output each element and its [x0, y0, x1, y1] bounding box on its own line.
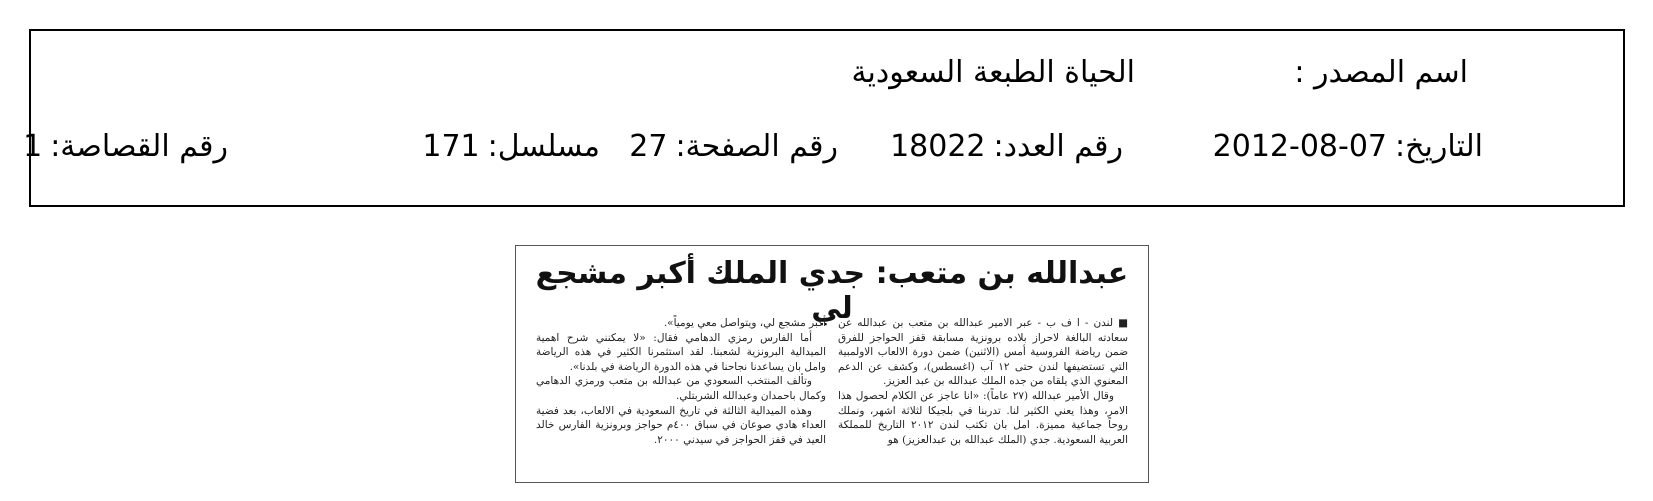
serial-value: 171 [422, 129, 480, 164]
article-headline: عبدالله بن متعب: جدي الملك أكبر مشجع لي [535, 256, 1129, 326]
article-paragraph: أما الفارس رمزي الدهامي فقال: «لا يمكنني شرح اهمية الميدالية البرونزية لشعبنا. لقد استثمرنا الكثير في هذه الرياضة وامل بان يساعدنا نجاحنا في هذه الدورة الرياضة في بلدنا». [536, 331, 826, 373]
page-value: 27 [629, 129, 668, 164]
clip-value: 1 [23, 129, 43, 164]
serial-field [422, 129, 600, 164]
article-paragraph: وتألف المنتخب السعودي من عبدالله بن متعب ورمزي الدهامي وكمال باحمدان وعبدالله الشربتلي. [536, 375, 826, 402]
article-paragraph: وهذه الميدالية الثالثة في تاريخ السعودية في الالعاب، بعد فضية العداء هادي صوعان في سباق ٤٠٠م حواجز وبرونزية الفارس خالد العيد في قفز الحواجز في سيدني ٢٠٠٠. [536, 404, 826, 446]
article-paragraph: وقال الأمير عبدالله (٢٧ عاماً): «انا عاجز عن الكلام لحصول هذا الامر، وهذا يعني الكثير لنا. تدربنا في بلجيكا لثلاثة اشهر، ونملك روحاً جماعية مميزة. امل بان تكتب لندن ٢٠١٢ التاريخ للمملكة العربية السعودية. جدي (الملك عبدالله بن عبدالعزيز) هو [838, 389, 1128, 446]
source-value: الحياة الطبعة السعودية [851, 55, 1135, 90]
date-field [1213, 129, 1483, 164]
clip-label: رقم القصاصة: [50, 129, 228, 164]
source-label: اسم المصدر : [1294, 55, 1468, 90]
article-paragraph: ■ لندن - ا ف ب - عبر الامير عبدالله بن متعب بن عبدالله عن سعادته البالغة لاحراز بلاده برونزية مسابقة قفز الحواجز للفرق ضمن رياضة الفروسية أمس (الاثنين) ضمن دورة الالعاب الاولمبية التي تستضيفها لندن حتى ١٢ آب (اغسطس)، وكشف عن الدعم المعنوي الذي يلقاه من جده الملك عبدالله بن عبد العزيز. [838, 317, 1128, 388]
issue-label: رقم العدد: [993, 129, 1123, 164]
serial-label: مسلسل: [487, 129, 600, 164]
issue-value: 18022 [890, 129, 986, 164]
clip-field [23, 129, 228, 164]
date-value: 2012-08-07 [1212, 129, 1388, 164]
article-paragraph: أكبر مشجع لي، ويتواصل معي يومياً». [663, 317, 826, 329]
page-label: رقم الصفحة: [675, 129, 838, 164]
newspaper-clipping [515, 245, 1149, 483]
metadata-box [23, 29, 1625, 207]
issue-field [890, 129, 1123, 164]
page-field [629, 129, 838, 164]
article-column-right [838, 316, 1128, 447]
article-column-left [536, 316, 826, 447]
date-label: التاريخ: [1395, 129, 1483, 164]
